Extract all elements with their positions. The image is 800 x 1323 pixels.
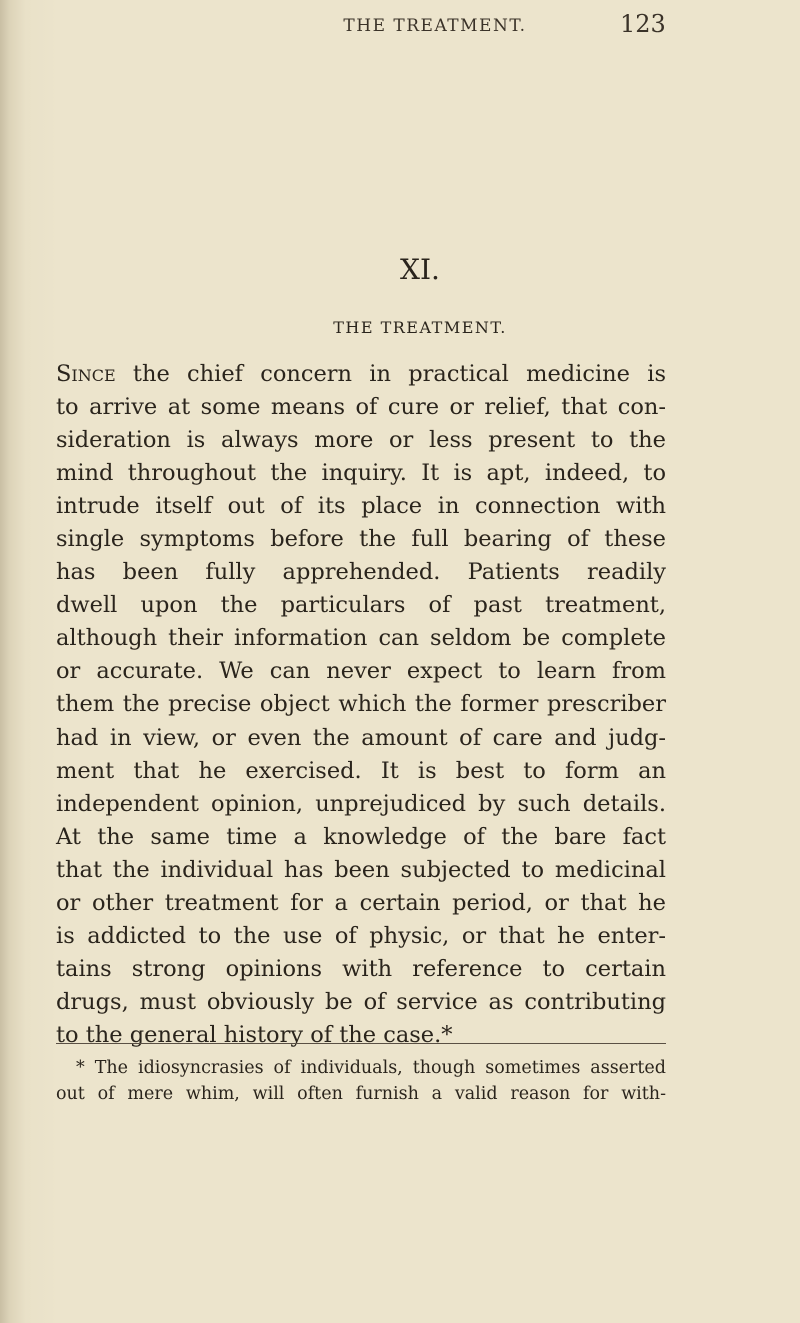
- page-number: 123: [620, 10, 666, 38]
- text-line: that the individual has been subjected to medicinal: [56, 856, 666, 883]
- text-line: drugs, must obviously be of service as contributing: [56, 988, 666, 1015]
- text-line: [56, 358, 666, 391]
- text-line: or accurate. We can never expect to learn from: [56, 658, 666, 685]
- text-line: single symptoms before the full bearing of these: [56, 526, 666, 553]
- text-line: has been fully apprehended. Patients readily: [56, 559, 666, 586]
- footnote-line: * The idiosyncrasies of individuals, though sometimes asserted: [76, 1058, 666, 1078]
- text-line: tains strong opinions with reference to certain: [56, 955, 666, 982]
- running-head: [0, 10, 800, 40]
- text-line-content: the chief concern in practical medicine is: [115, 361, 666, 387]
- text-line: is addicted to the use of physic, or that he enter-: [56, 922, 666, 949]
- text-line: to arrive at some means of cure or relief, that con-: [56, 394, 666, 421]
- text-line: intrude itself out of its place in connection with: [56, 493, 666, 520]
- text-line: them the precise object which the former prescriber: [56, 691, 666, 718]
- text-line: to the general history of the case.*: [56, 1021, 453, 1048]
- text-line: sideration is always more or less present to the: [56, 427, 666, 454]
- text-line: had in view, or even the amount of care and judg-: [56, 724, 666, 751]
- footnote-rule: [56, 1043, 666, 1044]
- text-line: mind throughout the inquiry. It is apt, indeed, to: [56, 460, 666, 487]
- footnote: [56, 1055, 666, 1107]
- text-line: although their information can seldom be complete: [56, 625, 666, 652]
- chapter-number: XI.: [400, 253, 440, 286]
- text-line: independent opinion, unprejudiced by such details.: [56, 790, 666, 817]
- footnote-line: out of mere whim, will often furnish a valid reason for with-: [56, 1084, 666, 1104]
- running-title: THE TREATMENT.: [343, 16, 527, 36]
- text-line: dwell upon the particulars of past treatment,: [56, 592, 666, 619]
- body-paragraph: [56, 358, 666, 1052]
- chapter-title: THE TREATMENT.: [333, 318, 507, 337]
- text-line: ment that he exercised. It is best to form an: [56, 757, 666, 784]
- text-line: At the same time a knowledge of the bare fact: [56, 823, 666, 850]
- opening-word: Since: [56, 361, 116, 387]
- text-line: or other treatment for a certain period, or that he: [56, 889, 666, 916]
